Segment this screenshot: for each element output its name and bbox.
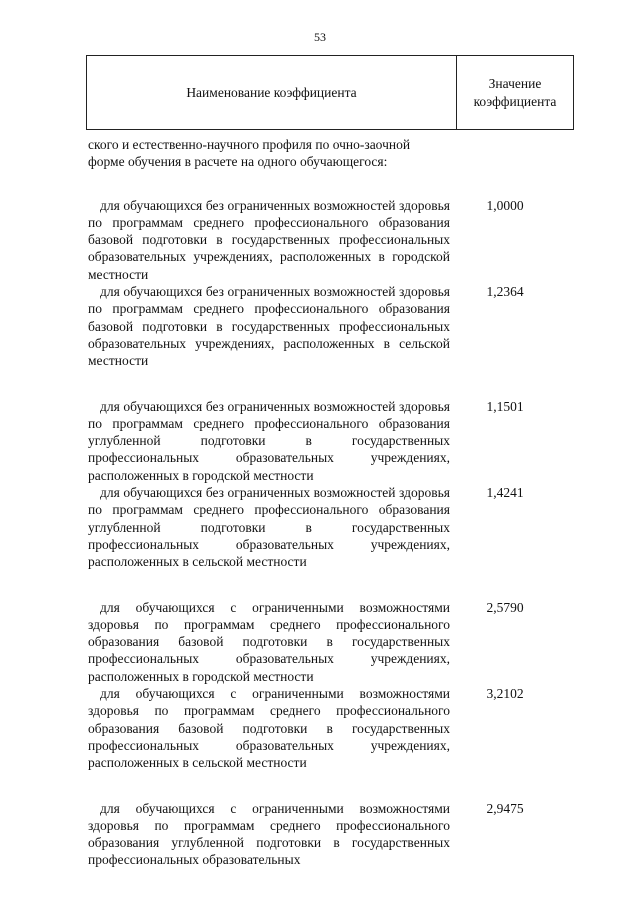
row-description: для обучающихся с ограниченными возможностями здоровья по программам среднего профессионального образования базовой подготовки в государственных профессиональных образовательных учреждениях, расположенных в городской местности xyxy=(88,599,450,684)
row-value: 1,4241 xyxy=(486,485,524,501)
row-description: для обучающихся без ограниченных возможностей здоровья по программам среднего профессионального образования углубленной подготовки в государственных профессиональных образовательных учреждениях, расположенных в городской местности xyxy=(88,398,450,483)
table-row xyxy=(88,484,558,570)
column-header-value: Значение коэффициента xyxy=(473,75,557,109)
intro-text: ского и естественно-научного профиля по очно-заочной форме обучения в расчете на одного обучающегося: xyxy=(88,137,411,170)
row-value: 2,9475 xyxy=(486,800,524,816)
table-row xyxy=(88,685,558,771)
row-description: для обучающихся без ограниченных возможностей здоровья по программам среднего профессионального образования углубленной подготовки в государственных профессиональных образовательных учреждениях, расположенных в сельской местности xyxy=(88,485,450,570)
row-value: 2,5790 xyxy=(486,599,524,615)
table-row xyxy=(88,800,558,869)
table-row xyxy=(88,197,558,283)
row-value: 3,2102 xyxy=(486,686,524,702)
row-description: для обучающихся с ограниченными возможностями здоровья по программам среднего профессионального образования углубленной подготовки в государственных профессиональных образовательных xyxy=(88,800,450,868)
coefficient-table-body xyxy=(88,136,558,869)
page-number: 53 xyxy=(314,30,326,44)
column-header-name: Наименование коэффициента xyxy=(87,56,457,129)
row-description: для обучающихся без ограниченных возможностей здоровья по программам среднего профессионального образования базовой подготовки в государственных профессиональных образовательных учреждениях, расположенных в городской местности xyxy=(88,197,450,282)
table-row xyxy=(88,398,558,484)
row-value: 1,2364 xyxy=(486,284,524,300)
row-value: 1,0000 xyxy=(486,197,524,213)
table-row xyxy=(88,283,558,369)
table-header xyxy=(86,55,574,130)
row-description: для обучающихся с ограниченными возможностями здоровья по программам среднего профессионального образования базовой подготовки в государственных профессиональных образовательных учреждениях, расположенных в сельской местности xyxy=(88,686,450,771)
row-value: 1,1501 xyxy=(486,398,524,414)
row-description: для обучающихся без ограниченных возможностей здоровья по программам среднего профессионального образования базовой подготовки в государственных профессиональных образовательных учреждениях, расположенных в сельской местности xyxy=(88,284,450,369)
table-row xyxy=(88,599,558,685)
